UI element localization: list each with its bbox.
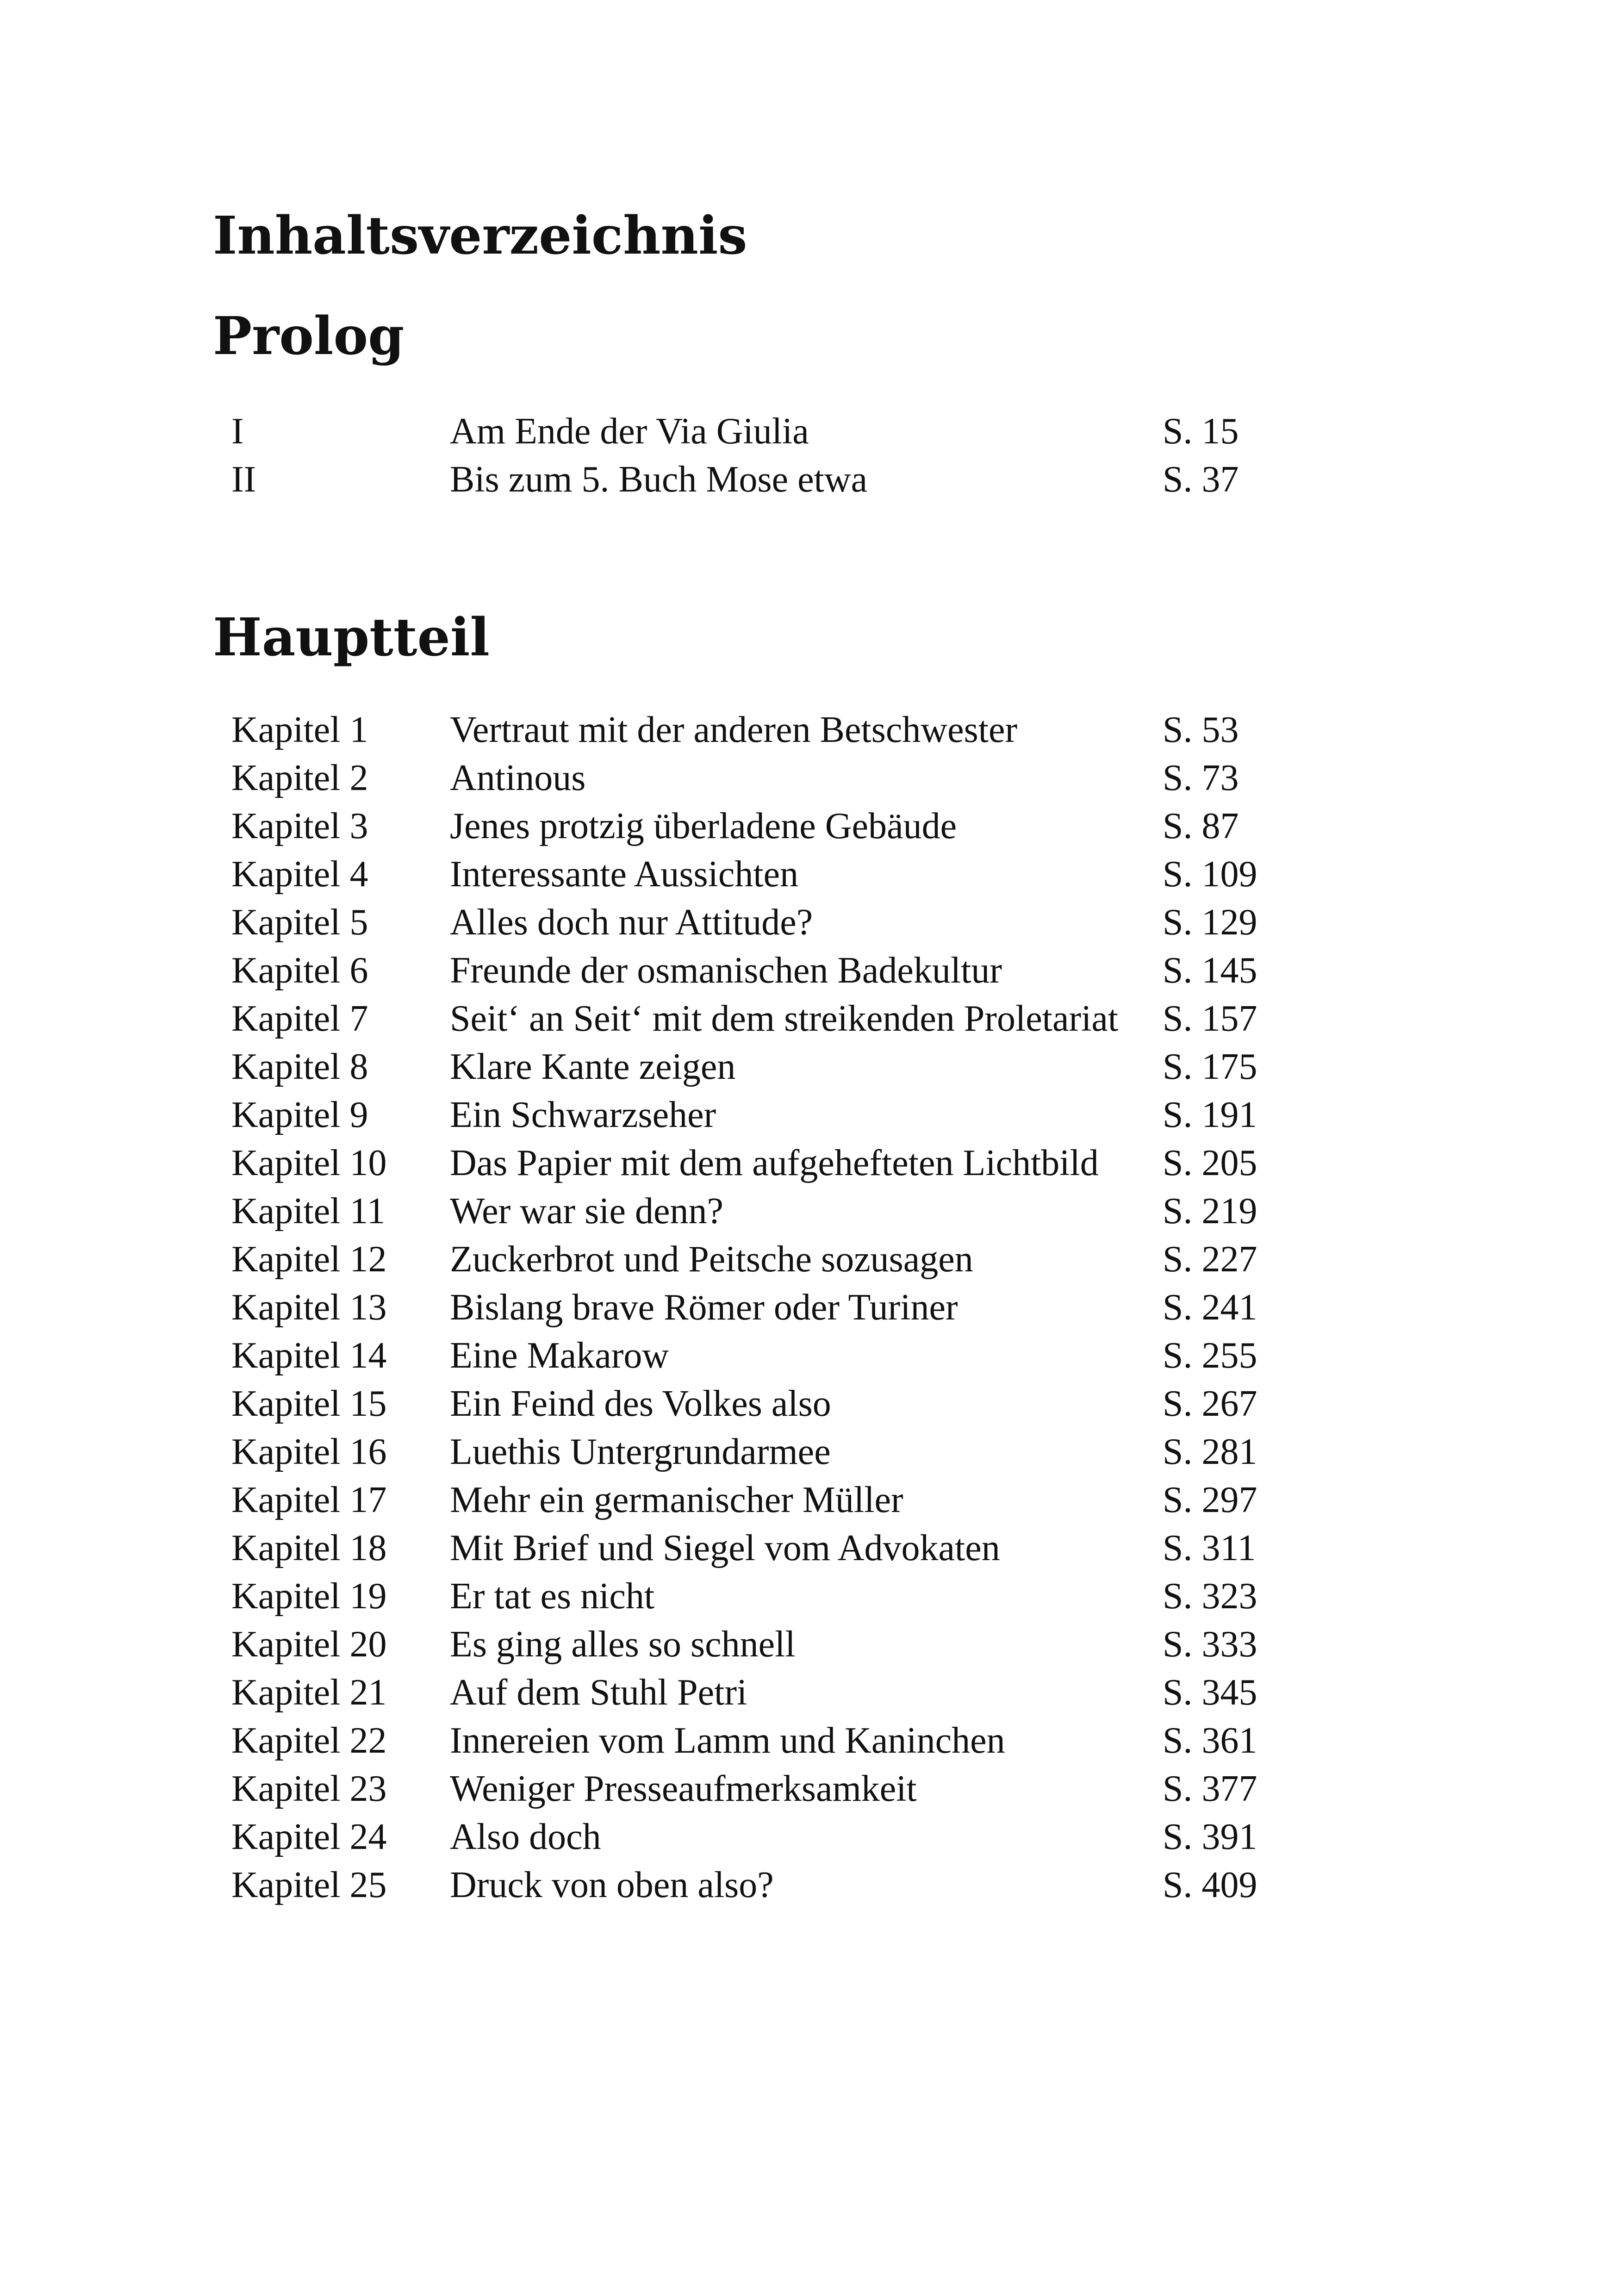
toc-entry-label: Kapitel 23	[231, 1768, 387, 1809]
toc-entry-label: Kapitel 5	[231, 902, 368, 943]
toc-entry-title: Vertraut mit der anderen Betschwester	[450, 709, 1018, 750]
toc-entry-label: Kapitel 13	[231, 1287, 387, 1328]
toc-entry	[231, 946, 1296, 995]
toc-entry-title: Zuckerbrot und Peitsche sozusagen	[450, 1239, 973, 1280]
toc-entry-label: Kapitel 6	[231, 950, 368, 991]
toc-entry-page: S. 391	[1163, 1817, 1257, 1857]
toc-entry	[231, 850, 1296, 898]
toc-entry	[231, 1332, 1296, 1380]
toc-entry	[231, 1620, 1296, 1668]
page-title: Inhaltsverzeichnis	[213, 205, 747, 266]
toc-entry-title: Also doch	[450, 1817, 601, 1857]
toc-entry-page: S. 297	[1163, 1480, 1257, 1520]
toc-entry-label: I	[231, 411, 244, 452]
toc-entry-title: Ein Feind des Volkes also	[450, 1383, 831, 1424]
toc-entry-title: Auf dem Stuhl Petri	[450, 1672, 747, 1713]
toc-entry-page: S. 311	[1163, 1528, 1256, 1568]
toc-entry-page: S. 361	[1163, 1720, 1257, 1761]
toc-entry-label: Kapitel 3	[231, 806, 368, 846]
toc-entry-label: II	[231, 459, 256, 500]
toc-entry-page: S. 323	[1163, 1576, 1257, 1617]
toc-entry-page: S. 227	[1163, 1239, 1257, 1280]
toc-entry-page: S. 145	[1163, 950, 1257, 991]
toc-entry	[231, 1380, 1296, 1428]
toc-entry	[231, 898, 1296, 946]
toc-entry-title: Klare Kante zeigen	[450, 1046, 736, 1087]
toc-entry	[231, 1861, 1296, 1909]
toc-entry-label: Kapitel 18	[231, 1528, 387, 1568]
toc-entry-label: Kapitel 14	[231, 1335, 387, 1376]
toc-entry-page: S. 219	[1163, 1191, 1257, 1232]
toc-entry-label: Kapitel 15	[231, 1383, 387, 1424]
toc-entry-label: Kapitel 7	[231, 998, 368, 1039]
toc-entry	[231, 1668, 1296, 1717]
toc-entry-title: Jenes protzig überladene Gebäude	[450, 806, 957, 846]
toc-entry-page: S. 377	[1163, 1768, 1257, 1809]
toc-entry-label: Kapitel 12	[231, 1239, 387, 1280]
toc-entry	[231, 1717, 1296, 1765]
toc-entry-page: S. 333	[1163, 1624, 1257, 1665]
toc-entry	[231, 1813, 1296, 1861]
toc-entry-page: S. 87	[1163, 806, 1239, 846]
toc-entry	[231, 754, 1296, 802]
toc-entry-page: S. 109	[1163, 854, 1257, 895]
toc-entry-page: S. 345	[1163, 1672, 1257, 1713]
toc-entry-title: Wer war sie denn?	[450, 1191, 724, 1232]
toc-entry-title: Bis zum 5. Buch Mose etwa	[450, 459, 868, 500]
toc-entry	[231, 455, 1296, 504]
toc-entry-label: Kapitel 24	[231, 1817, 387, 1857]
toc-entry	[231, 1235, 1296, 1283]
toc-entry-label: Kapitel 1	[231, 709, 368, 750]
toc-entry-title: Es ging alles so schnell	[450, 1624, 796, 1665]
toc-entry-title: Das Papier mit dem aufgehefteten Lichtbild	[450, 1143, 1099, 1183]
toc-entry	[231, 1091, 1296, 1139]
toc-entry-title: Mehr ein germanischer Müller	[450, 1480, 903, 1520]
toc-entry	[231, 1524, 1296, 1572]
toc-entry-page: S. 241	[1163, 1287, 1257, 1328]
toc-entry-page: S. 37	[1163, 459, 1239, 500]
toc-list-prolog	[231, 407, 1296, 504]
toc-entry-label: Kapitel 25	[231, 1865, 387, 1905]
toc-entry-page: S. 73	[1163, 758, 1239, 798]
toc-entry-label: Kapitel 8	[231, 1046, 368, 1087]
toc-entry	[231, 995, 1296, 1043]
toc-entry-title: Alles doch nur Attitude?	[450, 902, 813, 943]
toc-entry-title: Freunde der osmanischen Badekultur	[450, 950, 1002, 991]
toc-entry-label: Kapitel 10	[231, 1143, 387, 1183]
toc-entry-title: Druck von oben also?	[450, 1865, 774, 1905]
toc-entry-page: S. 15	[1163, 411, 1239, 452]
toc-entry-page: S. 205	[1163, 1143, 1257, 1183]
toc-entry-title: Luethis Untergrundarmee	[450, 1431, 831, 1472]
toc-entry-label: Kapitel 11	[231, 1191, 386, 1232]
toc-entry-title: Seit‘ an Seit‘ mit dem streikenden Proletariat	[450, 998, 1119, 1039]
toc-entry-title: Antinous	[450, 758, 586, 798]
toc-entry-label: Kapitel 21	[231, 1672, 387, 1713]
toc-entry-page: S. 255	[1163, 1335, 1257, 1376]
toc-entry-label: Kapitel 20	[231, 1624, 387, 1665]
toc-entry-label: Kapitel 4	[231, 854, 368, 895]
toc-entry	[231, 706, 1296, 754]
toc-entry-label: Kapitel 19	[231, 1576, 387, 1617]
toc-list-hauptteil	[231, 706, 1296, 1909]
toc-entry-title: Interessante Aussichten	[450, 854, 799, 895]
toc-entry	[231, 1139, 1296, 1187]
toc-entry	[231, 1283, 1296, 1332]
toc-entry-page: S. 281	[1163, 1431, 1257, 1472]
section-heading-hauptteil: Hauptteil	[213, 607, 490, 668]
toc-entry-page: S. 267	[1163, 1383, 1257, 1424]
toc-entry	[231, 802, 1296, 850]
toc-entry	[231, 1043, 1296, 1091]
toc-entry-page: S. 175	[1163, 1046, 1257, 1087]
toc-entry-label: Kapitel 9	[231, 1095, 368, 1135]
toc-entry-title: Am Ende der Via Giulia	[450, 411, 809, 452]
toc-entry	[231, 407, 1296, 455]
toc-entry-label: Kapitel 22	[231, 1720, 387, 1761]
toc-entry-page: S. 157	[1163, 998, 1257, 1039]
toc-entry-page: S. 53	[1163, 709, 1239, 750]
toc-entry-label: Kapitel 16	[231, 1431, 387, 1472]
toc-entry-title: Innereien vom Lamm und Kaninchen	[450, 1720, 1005, 1761]
toc-entry-page: S. 191	[1163, 1095, 1257, 1135]
toc-entry-page: S. 409	[1163, 1865, 1257, 1905]
toc-entry	[231, 1428, 1296, 1476]
section-heading-prolog: Prolog	[213, 306, 404, 367]
toc-entry-label: Kapitel 2	[231, 758, 368, 798]
toc-entry	[231, 1765, 1296, 1813]
toc-entry-title: Eine Makarow	[450, 1335, 669, 1376]
toc-entry	[231, 1187, 1296, 1235]
toc-entry-page: S. 129	[1163, 902, 1257, 943]
toc-entry-label: Kapitel 17	[231, 1480, 387, 1520]
toc-entry-title: Mit Brief und Siegel vom Advokaten	[450, 1528, 1000, 1568]
toc-entry	[231, 1476, 1296, 1524]
toc-entry-title: Ein Schwarzseher	[450, 1095, 716, 1135]
toc-entry	[231, 1572, 1296, 1620]
toc-entry-title: Er tat es nicht	[450, 1576, 655, 1617]
toc-entry-title: Weniger Presseaufmerksamkeit	[450, 1768, 917, 1809]
toc-entry-title: Bislang brave Römer oder Turiner	[450, 1287, 958, 1328]
